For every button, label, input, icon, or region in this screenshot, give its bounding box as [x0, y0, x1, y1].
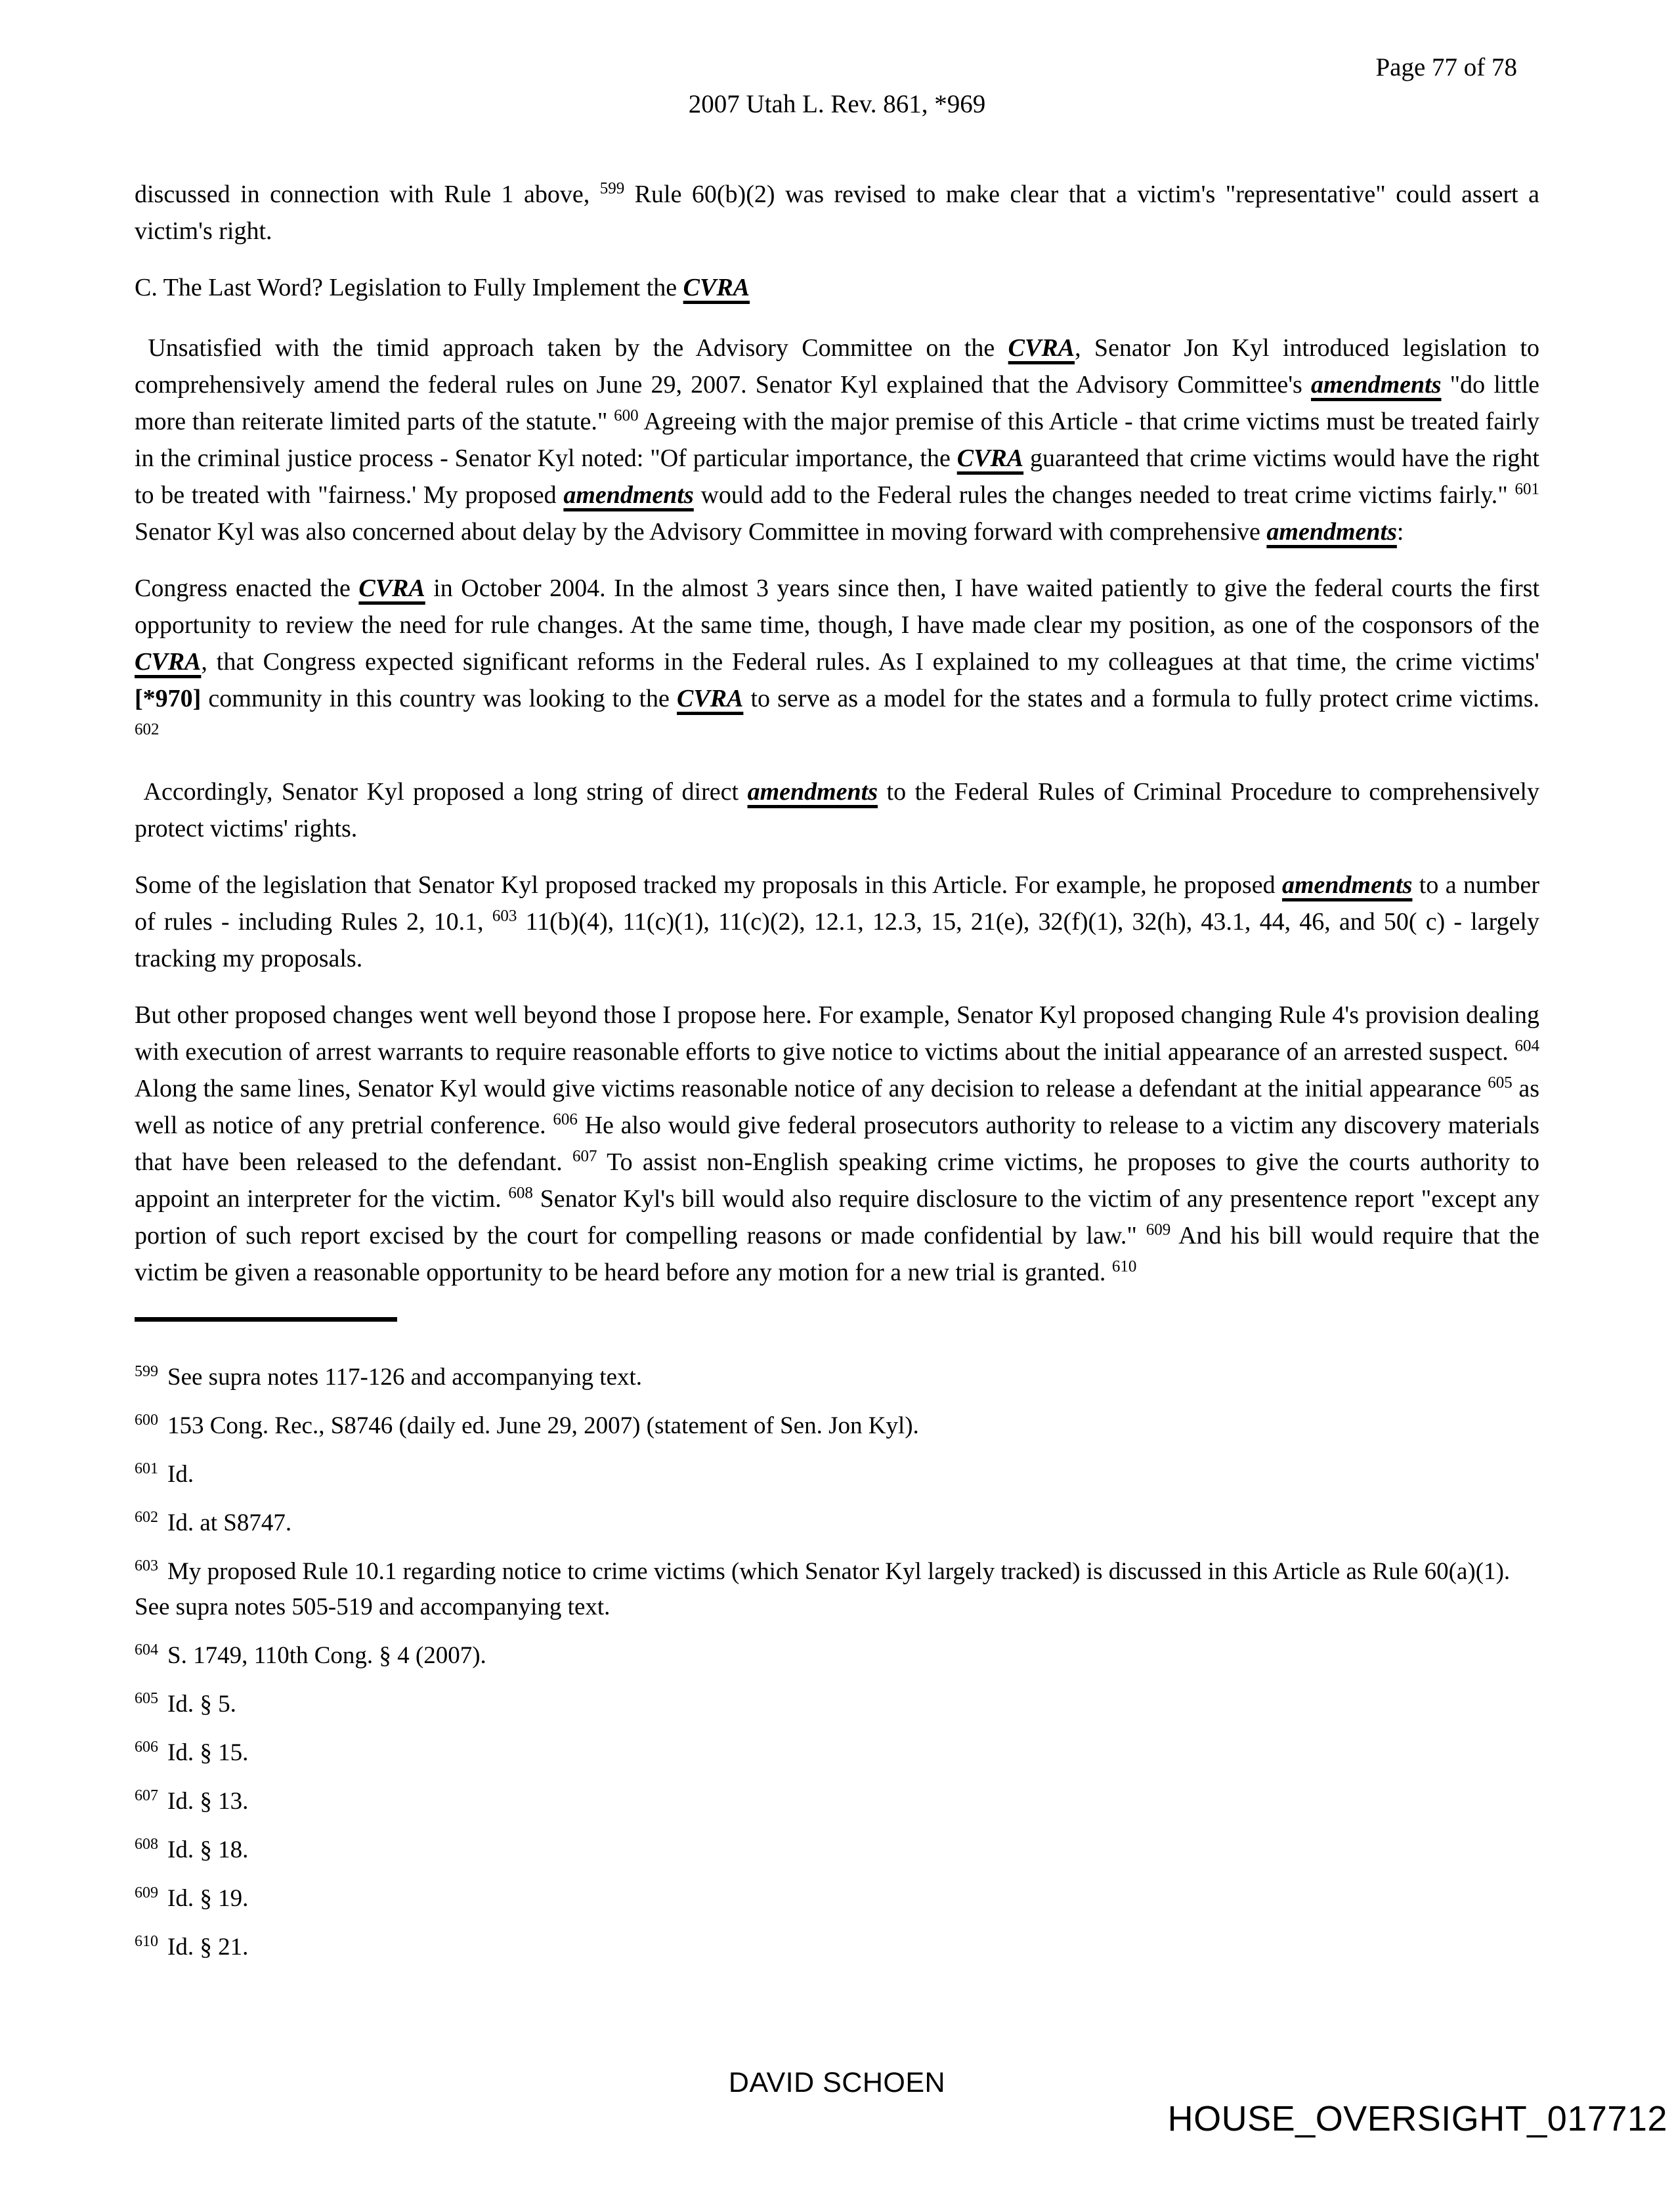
text-run: as well as notice of any pretrial conference. [135, 1075, 1540, 1139]
footnote-number: 604 [135, 1641, 158, 1659]
footnote-number: 602 [135, 1508, 158, 1526]
footnote-reference: 605 [1488, 1073, 1513, 1092]
footnote-reference: 604 [1514, 1037, 1539, 1055]
footnote-number: 608 [135, 1835, 158, 1853]
footnote [135, 1735, 1539, 1771]
author-name: DAVID SCHOEN [728, 2067, 946, 2098]
text-run: to a number of rules - including Rules 2, 10.1, [135, 871, 1539, 936]
footnote-number: 605 [135, 1689, 158, 1707]
footnote-text: 153 Cong. Rec., S8746 (daily ed. June 29, 2007) (statement of Sen. Jon Kyl). [167, 1412, 919, 1439]
text-run: Along the same lines, Senator Kyl would give victims reasonable notice of any decision to release a defendant at the initial appearance [135, 1075, 1488, 1102]
footnote-divider [135, 1317, 397, 1322]
footnote [135, 1506, 1539, 1541]
footnote-reference: 606 [553, 1110, 578, 1129]
emphasized-term: amendments [1266, 518, 1397, 546]
text-run: To assist non-English speaking crime victims, he proposes to give the courts authority to appoint an interpreter for the victim. [135, 1148, 1540, 1213]
article-body [135, 176, 1539, 1291]
text-run: Senator Kyl was also concerned about delay by the Advisory Committee in moving forward with comprehensive [135, 518, 1267, 546]
paragraph [135, 176, 1539, 249]
text-run: "do little more than reiterate limited parts of the statute." [135, 371, 1540, 435]
footnote-number: 600 [135, 1411, 158, 1429]
footnote-text: S. 1749, 110th Cong. § 4 (2007). [167, 1642, 486, 1669]
text-run: But other proposed changes went well beyond those I propose here. For example, Senator Kyl proposed changing Rule 4's provision dealing with execution of arrest warrants to require reasonable efforts to give notice to victims about the initial appearance of an arrested suspect. [135, 1001, 1539, 1066]
emphasized-term: amendments [747, 778, 878, 806]
footnote [135, 1930, 1539, 1965]
text-run: Accordingly, Senator Kyl proposed a long string of direct [135, 778, 748, 806]
footnote-text: My proposed Rule 10.1 regarding notice to crime victims (which Senator Kyl largely tracked) is discussed in this Article as Rule 60(a)(1). See supra notes 505-519 and accompanying text. [135, 1558, 1511, 1620]
emphasized-term: amendments [563, 481, 694, 509]
emphasized-term: CVRA [676, 685, 744, 712]
text-run: would add to the Federal rules the changes needed to treat crime victims fairly." [693, 481, 1515, 509]
text-run: Unsatisfied with the timid approach taken by the Advisory Committee on the [135, 334, 1008, 362]
paragraph [135, 773, 1539, 847]
text-run: community in this country was looking to the [201, 685, 677, 712]
footnote-reference: 609 [1146, 1221, 1171, 1239]
emphasized-term: CVRA [358, 575, 425, 602]
text-run: , that Congress expected significant reforms in the Federal rules. As I explained to my colleagues at that time, the crime victims' [201, 648, 1539, 676]
footnote-text: Id. [167, 1461, 194, 1488]
paragraph [135, 867, 1539, 977]
text-run: C. The Last Word? Legislation to Fully Implement the [135, 274, 683, 301]
text-run: , Senator Jon Kyl introduced legislation to comprehensively amend the federal rules on June 29, 2007. Senator Kyl explained that the Advisory Committee's [135, 334, 1539, 399]
text-run: Congress enacted the [135, 575, 359, 602]
footnote-number: 603 [135, 1557, 158, 1574]
footnote-reference: 599 [599, 179, 625, 198]
footnote-reference: 610 [1111, 1257, 1137, 1276]
footnote-text: See supra notes 117-126 and accompanying text. [167, 1364, 643, 1391]
footnote-text: Id. § 15. [167, 1739, 249, 1766]
text-run: in October 2004. In the almost 3 years since then, I have waited patiently to give the federal courts the first opportunity to review the need for rule changes. At the same time, though, I have made clear my position, as one of the cosponsors of the [135, 575, 1540, 639]
text-run: Senator Kyl's bill would also require disclosure to the victim of any presentence report "except any portion of such report excised by the court for compelling reasons or made confidential by law." [135, 1185, 1539, 1249]
emphasized-term: amendments [1311, 371, 1442, 399]
footnote-number: 610 [135, 1932, 158, 1950]
paragraph [135, 997, 1539, 1291]
footnote-text: Id. at S8747. [167, 1509, 292, 1536]
bates-number: HOUSE_OVERSIGHT_017712 [1167, 2099, 1667, 2138]
text-run: to serve as a model for the states and a formula to fully protect crime victims. [743, 685, 1539, 712]
citation-line: 2007 Utah L. Rev. 861, *969 [688, 90, 986, 118]
page-indicator: Page 77 of 78 [1375, 53, 1517, 81]
footnote-reference: 602 [135, 720, 160, 739]
text-run: guaranteed that crime victims would have the right to be treated with "fairness.' My proposed [135, 445, 1539, 509]
text-run: discussed in connection with Rule 1 above, [135, 181, 600, 208]
footnote [135, 1638, 1539, 1674]
paragraph [135, 330, 1539, 550]
text-run: Rule 60(b)(2) was revised to make clear that a victim's "representative" could assert a victim's right. [135, 181, 1539, 245]
text-run: Some of the legislation that Senator Kyl proposed tracked my proposals in this Article. For example, he proposed [135, 871, 1282, 899]
footnote-reference: 607 [572, 1147, 597, 1165]
footnote [135, 1784, 1539, 1819]
footnote-number: 599 [135, 1362, 158, 1380]
text-run: Agreeing with the major premise of this Article - that crime victims must be treated fairly in the criminal justice process - Senator Kyl noted: "Of particular importance, the [135, 408, 1539, 472]
text-run: And his bill would require that the victim be given a reasonable opportunity to be heard before any motion for a new trial is granted. [135, 1222, 1539, 1286]
emphasized-term: CVRA [1008, 334, 1075, 362]
footnote-reference: 601 [1514, 480, 1539, 498]
text-run: : [1396, 518, 1404, 546]
footnote [135, 1408, 1539, 1444]
text-run: to the Federal Rules of Criminal Procedure to comprehensively protect victims' rights. [135, 778, 1539, 842]
text-run: 11(b)(4), 11(c)(1), 11(c)(2), 12.1, 12.3, 15, 21(e), 32(f)(1), 32(h), 43.1, 44, 46, and 50( c) - largely tracking my proposals. [135, 908, 1539, 972]
footnote [135, 1360, 1539, 1395]
footnote-number: 606 [135, 1738, 158, 1756]
footnote-text: Id. § 5. [167, 1691, 236, 1718]
footnotes-section [135, 1360, 1539, 1965]
footnote [135, 1554, 1539, 1625]
footnote-number: 607 [135, 1787, 158, 1804]
footnote-text: Id. § 21. [167, 1934, 249, 1961]
footnote-reference: 603 [492, 907, 517, 925]
footnote-number: 601 [135, 1460, 158, 1477]
footnote-text: Id. § 19. [167, 1885, 249, 1912]
footnote-text: Id. § 18. [167, 1836, 249, 1863]
paragraph [135, 570, 1539, 754]
emphasized-term: CVRA [135, 648, 202, 676]
emphasized-term: amendments [1282, 871, 1413, 899]
emphasized-term: CVRA [683, 274, 750, 301]
text-run: [*970] [135, 685, 202, 712]
footnote-text: Id. § 13. [167, 1788, 249, 1815]
text-run: He also would give federal prosecutors authority to release to a victim any discovery materials that have been released to the defendant. [135, 1112, 1539, 1176]
footnote-reference: 600 [614, 406, 639, 425]
section-heading [135, 269, 1539, 306]
footnote [135, 1687, 1539, 1722]
footnote-reference: 608 [508, 1184, 533, 1202]
footnote [135, 1881, 1539, 1917]
footnote [135, 1457, 1539, 1492]
footnote-number: 609 [135, 1884, 158, 1901]
footnote [135, 1832, 1539, 1868]
emphasized-term: CVRA [956, 445, 1024, 472]
